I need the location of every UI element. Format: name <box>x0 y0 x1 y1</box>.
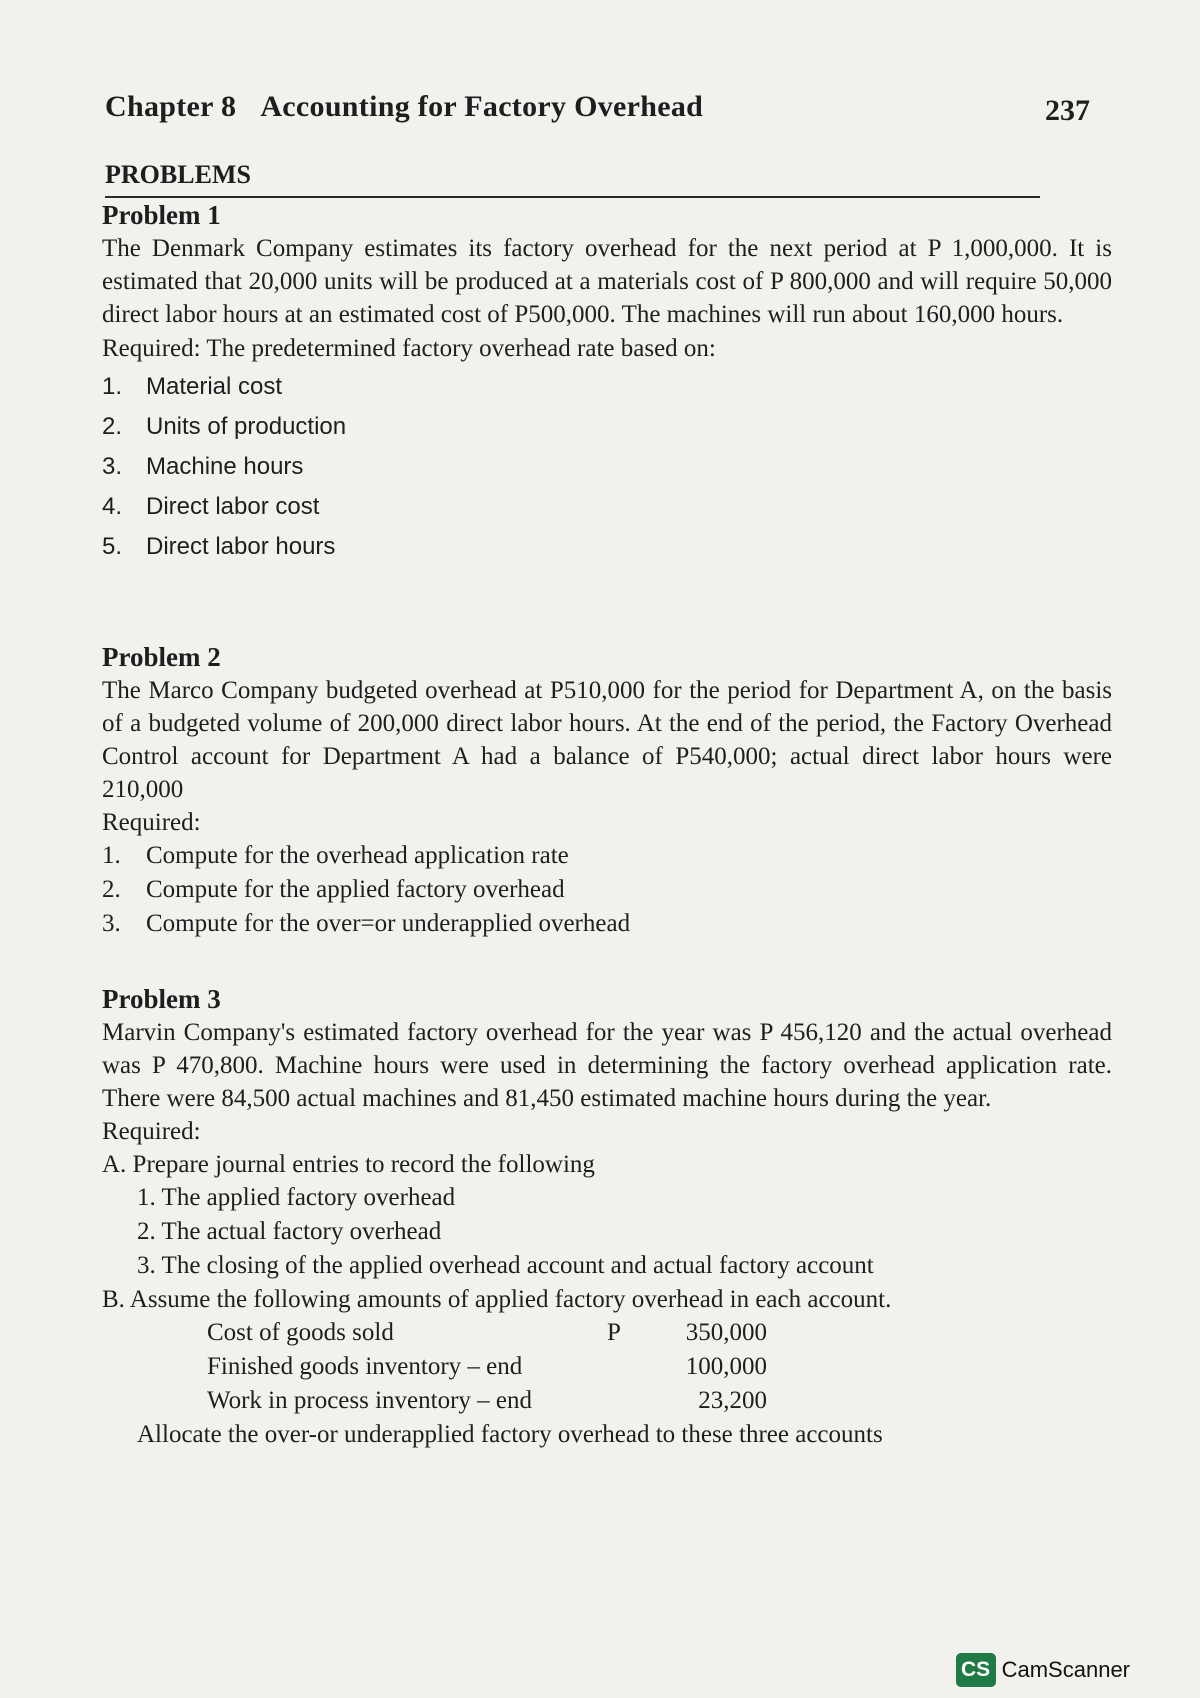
problem-3-part-b: B. Assume the following amounts of applied factory overhead in each account. <box>102 1286 892 1313</box>
part-a-item: 2. The actual factory overhead <box>137 1218 442 1245</box>
part-a-item: 1. The applied factory overhead <box>137 1184 456 1211</box>
chapter-title: Accounting for Factory Overhead <box>260 90 704 123</box>
problem-1 <box>102 198 1112 567</box>
problem-2 <box>102 640 1112 941</box>
chapter-heading <box>105 90 703 124</box>
item-text: Compute for the applied factory overhead <box>146 876 565 903</box>
problem-3-text: Marvin Company's estimated factory overhead for the year was P 456,120 and the actual overhead was P 470,800. Machine hours were used in determining the factory overhead application rate. There were 84,500 actual machines and 81,450 estimated machine hours during the year. <box>102 1019 1112 1112</box>
camscanner-logo-icon: CS <box>956 1653 996 1687</box>
allocation-table <box>207 1316 767 1418</box>
problem-3-closing: Allocate the over-or underapplied factory overhead to these three accounts <box>137 1421 883 1448</box>
problem-2-list <box>102 839 1112 941</box>
camscanner-brand: CamScanner <box>1001 1657 1130 1682</box>
problem-3 <box>102 982 1112 1451</box>
item-number: 2. <box>102 413 123 440</box>
account-amount: 350,000 <box>685 1319 767 1346</box>
list-item <box>102 839 1112 873</box>
problem-3-part-a: A. Prepare journal entries to record the following <box>102 1151 595 1178</box>
account-amount: 100,000 <box>685 1353 767 1380</box>
item-number: 4. <box>102 493 123 520</box>
problem-1-required: Required: The predetermined factory overhead rate based on: <box>102 335 716 362</box>
item-number: 2. <box>102 876 121 903</box>
page-header <box>105 90 1090 140</box>
problem-1-title: Problem 1 <box>102 200 221 230</box>
list-item <box>102 527 1112 567</box>
page-number: 237 <box>1045 94 1090 127</box>
list-item <box>102 907 1112 941</box>
problem-3-required: Required: <box>102 1118 201 1145</box>
problem-1-text: The Denmark Company estimates its factory overhead for the next period at P 1,000,000. It is estimated that 20,000 units will be produced at a materials cost of P 800,000 and will require 50,000 direct labor hours at an estimated cost of P500,000. The machines will run about 160,000 hours. <box>102 235 1112 328</box>
table-row <box>207 1316 767 1350</box>
currency-symbol <box>607 1384 657 1418</box>
chapter-number: Chapter 8 <box>105 90 237 123</box>
problem-3-title: Problem 3 <box>102 984 221 1014</box>
camscanner-watermark <box>956 1653 1130 1687</box>
item-text: Compute for the over=or underapplied overhead <box>146 910 631 937</box>
currency-symbol <box>607 1350 657 1384</box>
account-name: Finished goods inventory – end <box>207 1353 523 1380</box>
account-name: Work in process inventory – end <box>207 1387 532 1414</box>
item-text: Machine hours <box>146 453 304 480</box>
list-item <box>102 367 1112 407</box>
item-text: Material cost <box>146 373 283 400</box>
problem-1-list <box>102 367 1112 567</box>
list-item <box>102 487 1112 527</box>
table-row <box>207 1384 767 1418</box>
item-text: Units of production <box>146 413 347 440</box>
account-name: Cost of goods sold <box>207 1319 394 1346</box>
table-row <box>207 1350 767 1384</box>
item-text: Direct labor hours <box>146 533 336 560</box>
problem-2-text: The Marco Company budgeted overhead at P510,000 for the period for Department A, on the basis of a budgeted volume of 200,000 direct labor hours. At the end of the period, the Factory Overhead Control account for Department A had a balance of P540,000; actual direct labor hours were 210,000 <box>102 677 1112 803</box>
section-title: PROBLEMS <box>105 160 251 189</box>
item-text: Direct labor cost <box>146 493 320 520</box>
item-number: 3. <box>102 910 121 937</box>
list-item <box>102 873 1112 907</box>
part-a-item: 3. The closing of the applied overhead account and actual factory account <box>137 1252 874 1279</box>
item-number: 3. <box>102 453 123 480</box>
problem-2-title: Problem 2 <box>102 642 221 672</box>
item-text: Compute for the overhead application rate <box>146 842 569 869</box>
currency-symbol: P <box>607 1319 621 1346</box>
problem-2-required: Required: <box>102 809 201 836</box>
list-item <box>102 407 1112 447</box>
account-amount: 23,200 <box>698 1387 767 1414</box>
item-number: 5. <box>102 533 123 560</box>
list-item <box>102 447 1112 487</box>
item-number: 1. <box>102 373 123 400</box>
item-number: 1. <box>102 842 121 869</box>
